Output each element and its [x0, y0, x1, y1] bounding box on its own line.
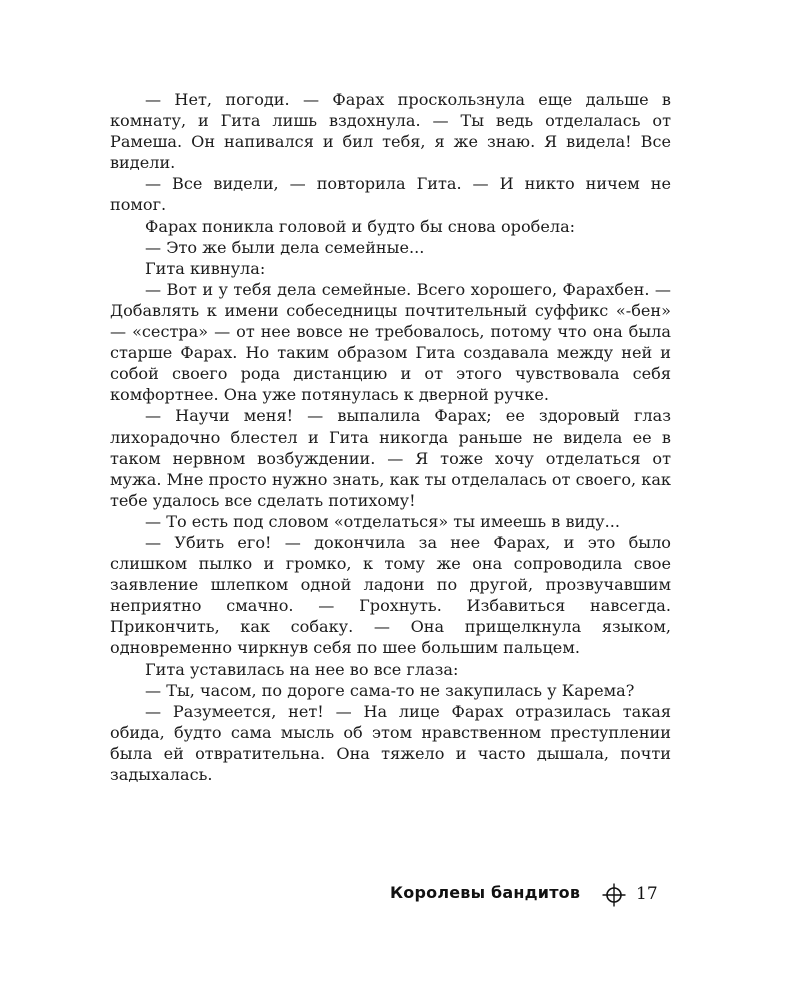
paragraph: — Научи меня! — выпалила Фарах; ее здоровый глаз лихорадочно блестел и Гита никогда раньше не видела ее в таком нервном возбуждении. — Я тоже хочу отделаться от мужа. Мне просто нужно знать, как ты отделалась от своего, как тебе удалось все сделать потихому! [110, 406, 671, 510]
paragraph: Фарах поникла головой и будто бы снова оробела: [145, 216, 576, 236]
paragraph: — Нет, погоди. — Фарах проскользнула еще дальше в комнату, и Гита лишь вздохнула. — Ты ведь отделалась от Рамеша. Он напивался и бил тебя, я же знаю. Я видела! Все видели. [110, 90, 671, 173]
crosshair-icon [602, 883, 626, 907]
paragraph: — Вот и у тебя дела семейные. Всего хорошего, Фарахбен. — Добавлять к имени собеседницы почтительный суффикс «-бен» — «сестра» — от нее вовсе не требовалось, потому что она была старше Фарах. Но таким образом Гита создавала между ней и собой своего рода дистанцию и от этого чувствовала себя комфортнее. Она уже потянулась к дверной ручке. [110, 279, 671, 405]
paragraph: — Это же были дела семейные... [145, 237, 425, 257]
paragraph: Гита кивнула: [145, 258, 266, 278]
paragraph: — Ты, часом, по дороге сама-то не закупилась у Карема? [145, 680, 635, 700]
paragraph: — Убить его! — докончила за нее Фарах, и это было слишком пылко и громко, к тому же она сопроводила свое заявление шлепком одной ладони по другой, прозвучавшим неприятно смачно. — Грохнуть. Избавиться навсегда. Прикончить, как собаку. — Она прищелкнула языком, одновременно чиркнув себя по шее большим пальцем. [110, 532, 671, 658]
page-footer [390, 882, 680, 912]
body-text [110, 89, 671, 785]
page-number: 17 [636, 884, 658, 904]
paragraph: — То есть под словом «отделаться» ты имеешь в виду... [145, 511, 620, 531]
paragraph: — Разумеется, нет! — На лице Фарах отразилась такая обида, будто сама мысль об этом нравственном преступлении была ей отвратительна. Она тяжело и часто дышала, почти задыхалась. [110, 701, 671, 784]
running-title: Королевы бандитов [390, 883, 581, 902]
paragraph: — Все видели, — повторила Гита. — И никто ничем не помог. [110, 174, 671, 215]
paragraph: Гита уставилась на нее во все глаза: [145, 659, 459, 679]
